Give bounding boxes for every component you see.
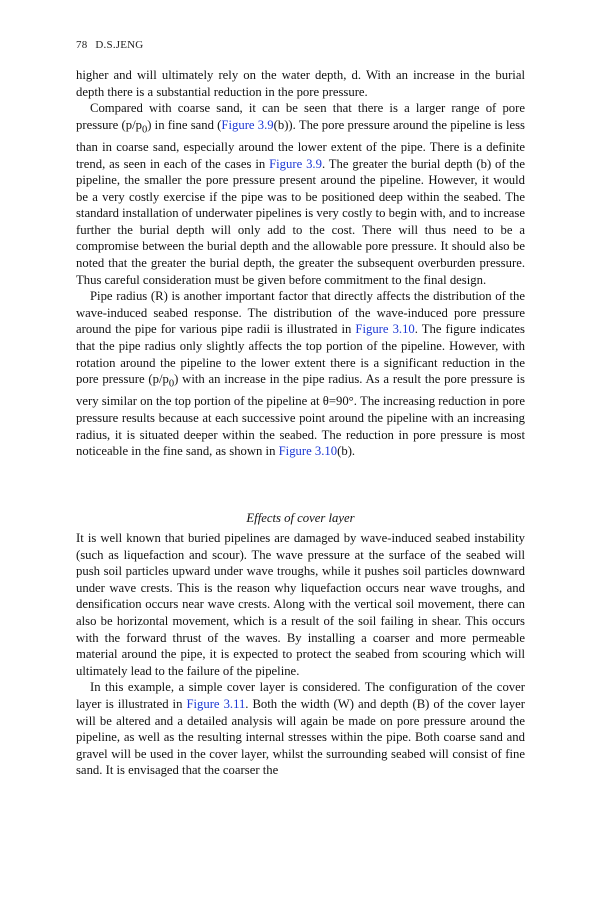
paragraph-3-text-d: (b). <box>337 444 356 459</box>
paragraph-2-text-b: ) in fine sand ( <box>147 117 222 132</box>
subscript-zero: 0 <box>141 124 148 136</box>
text-block-top <box>76 67 525 460</box>
figure-link-3-10[interactable]: Figure 3.10 <box>278 444 338 459</box>
paragraph-5-text-b: . Both the width (W) and depth (B) of the cover layer will be altered and a detailed analysis will again be made on pore pressure around the pipeline, as well as the resulting internal stresses within the pipe. Both coarse sand and gravel will be used in the cover layer, whilst the surrounding seabed will consist of fine sand. It is envisaged that the coarser the <box>76 696 525 778</box>
figure-link-3-9[interactable]: Figure 3.9 <box>221 117 274 132</box>
paragraph-3-text-b: . The figure indicates that the pipe radius only slightly affects the top portion of the pipeline. However, with rotation around the pipeline to the lower extent there is a significant reduction in the pore pressure (p/p <box>76 322 525 387</box>
paragraph-4: It is well known that buried pipelines are damaged by wave-induced seabed instability (such as liquefaction and scour). The wave pressure at the surface of the seabed will push soil particles upward under wave troughs, while it pushes soil particles downward under wave crests. This is the reason why liquefaction occurs near wave troughs, and densification occurs near wave crests. Along with the vertical soil movement, there can also be horizontal movement, which is a result of the soil failing in shear. This occurs with the forward thrust of the waves. By installing a coarser and more permeable material around the pipe, it is expected to protect the seabed from scouring which will ultimately lead to the failure of the pipeline. <box>76 531 525 678</box>
page-number: 78 <box>76 39 88 51</box>
paragraph-5-text-a: In this example, a simple cover layer is considered. The configuration of the cover layer is illustrated in <box>76 680 525 711</box>
subscript-zero: 0 <box>168 378 175 390</box>
text-block-bottom <box>76 530 525 779</box>
paragraph-3-text-a: Pipe radius (R) is another important factor that directly affects the distribution of the wave-induced seabed response. The distribution of the wave-induced pore pressure around the pipe for various pipe radii is illustrated in <box>76 289 525 337</box>
paragraph-2-text-a: Compared with coarse sand, it can be seen that there is a larger range of pore pressure (p/p <box>76 101 525 132</box>
paragraph-5 <box>76 679 525 779</box>
paragraph-3-text-c: ) with an increase in the pipe radius. As a result the pore pressure is very similar on the top portion of the pipeline at θ=90°. The increasing reduction in pore pressure results because at each successive point around the pipeline with an increasing radius, it is situated deeper within the seabed. The reduction in pore pressure is most noticeable in the fine sand, as shown in <box>76 372 525 459</box>
paragraph-3 <box>76 288 525 459</box>
paragraph-2-text-d: . The greater the burial depth (b) of the pipeline, the smaller the pore pressure present around the pipeline. However, it would be a very costly exercise if the pipe was to be positioned deep within the seabed. The standard installation of underwater pipelines is very costly to begin with, and to increase further the burial depth will only add to the cost. There will thus need to be a compromise between the burial depth and the allowable pore pressure. It should also be noted that the greater the burial depth, the greater the subsequent overburden pressure. Thus careful consideration must be given before commitment to the final design. <box>76 156 525 287</box>
figure-link-3-9[interactable]: Figure 3.9 <box>269 156 322 171</box>
paragraph-2-text-c: (b)). The pore pressure around the pipeline is less than in coarse sand, especially around the lower extent of the pipe. There is a definite trend, as seen in each of the cases in <box>76 117 525 171</box>
figure-link-3-10[interactable]: Figure 3.10 <box>355 322 415 337</box>
author-name: D.S.JENG <box>95 39 144 51</box>
paragraph-1: higher and will ultimately rely on the water depth, d. With an increase in the burial depth there is a substantial reduction in the pore pressure. <box>76 68 525 99</box>
running-head <box>76 37 151 54</box>
figure-link-3-11[interactable]: Figure 3.11 <box>186 696 246 711</box>
section-heading: Effects of cover layer <box>246 511 355 525</box>
paragraph-2 <box>76 100 525 288</box>
